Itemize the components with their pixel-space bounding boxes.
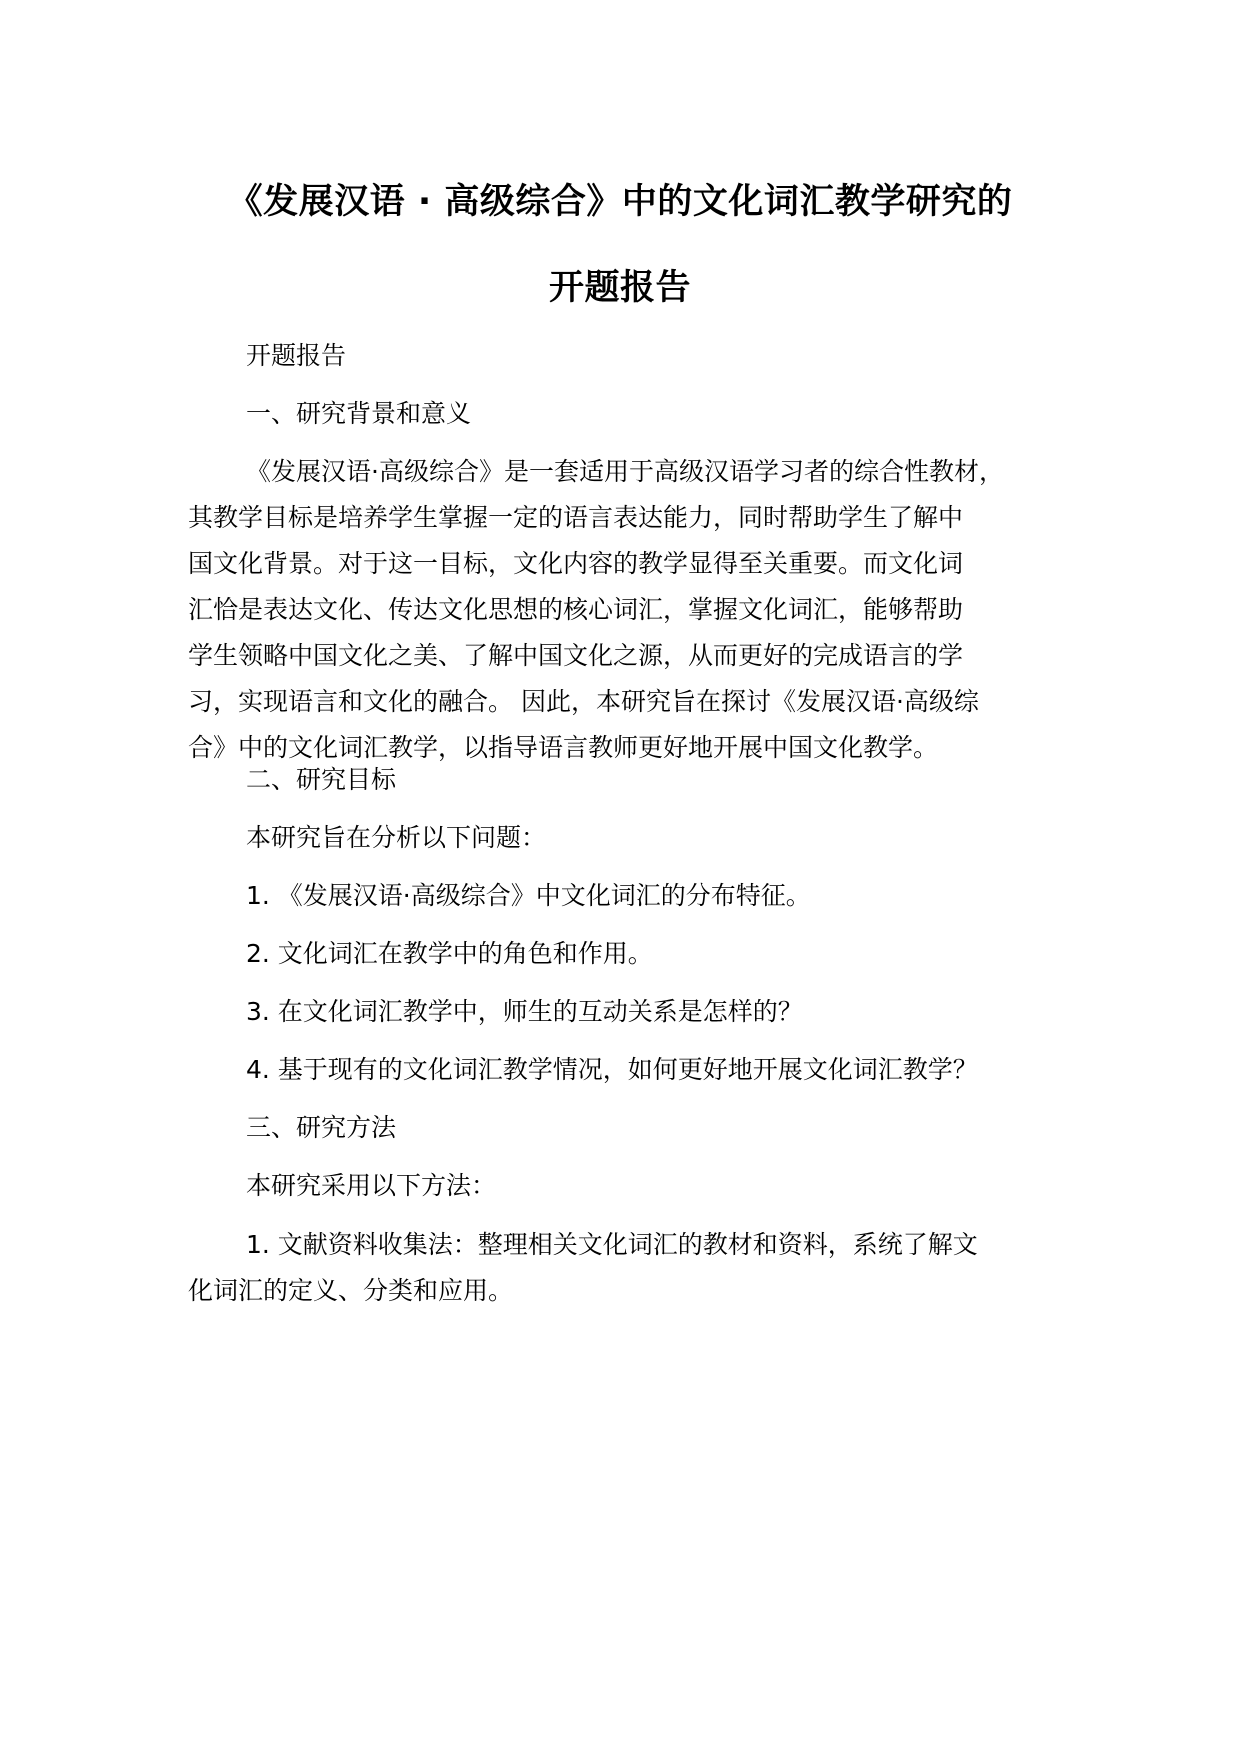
paragraph-line: 国文化背景。对于这一目标，文化内容的教学显得至关重要。而文化词	[188, 549, 964, 578]
paragraph-line: 汇恰是表达文化、传达文化思想的核心词汇，掌握文化词汇，能够帮助	[188, 595, 964, 624]
section-3-item-1	[188, 1222, 1088, 1314]
paragraph-line: 《发展汉语·高级综合》是一套适用于高级汉语学习者的综合性教材，	[246, 457, 1004, 486]
section-3-intro: 本研究采用以下方法：	[246, 1171, 497, 1200]
section-2-intro: 本研究旨在分析以下问题：	[246, 823, 547, 852]
paragraph-line: 习，实现语言和文化的融合。 因此，本研究旨在探讨《发展汉语·高级综	[188, 687, 979, 716]
paragraph-line: 化词汇的定义、分类和应用。	[188, 1276, 514, 1305]
report-heading: 开题报告	[246, 341, 347, 370]
document-title-line-2: 开题报告	[548, 268, 691, 308]
paragraph-line: 合》中的文化词汇教学，以指导语言教师更好地开展中国文化教学。	[188, 733, 939, 762]
section-2-item-4: 4. 基于现有的文化词汇教学情况，如何更好地开展文化词汇教学？	[246, 1055, 978, 1084]
section-2-item-3: 3. 在文化词汇教学中，师生的互动关系是怎样的？	[246, 997, 803, 1026]
section-2-item-2: 2. 文化词汇在教学中的角色和作用。	[246, 939, 653, 968]
section-2-heading: 二、研究目标	[246, 765, 397, 794]
section-2-item-1: 1. 《发展汉语·高级综合》中文化词汇的分布特征。	[246, 881, 811, 910]
paragraph-line: 1. 文献资料收集法：整理相关文化词汇的教材和资料，系统了解文	[246, 1230, 978, 1259]
section-1-heading: 一、研究背景和意义	[246, 399, 472, 428]
section-3-heading: 三、研究方法	[246, 1113, 397, 1142]
section-1-paragraph	[188, 449, 1088, 771]
paragraph-line: 其教学目标是培养学生掌握一定的语言表达能力，同时帮助学生了解中	[188, 503, 964, 532]
paragraph-line: 学生领略中国文化之美、了解中国文化之源，从而更好的完成语言的学	[188, 641, 964, 670]
document-title-line-1: 《发展汉语 · 高级综合》中的文化词汇教学研究的	[227, 182, 1013, 222]
